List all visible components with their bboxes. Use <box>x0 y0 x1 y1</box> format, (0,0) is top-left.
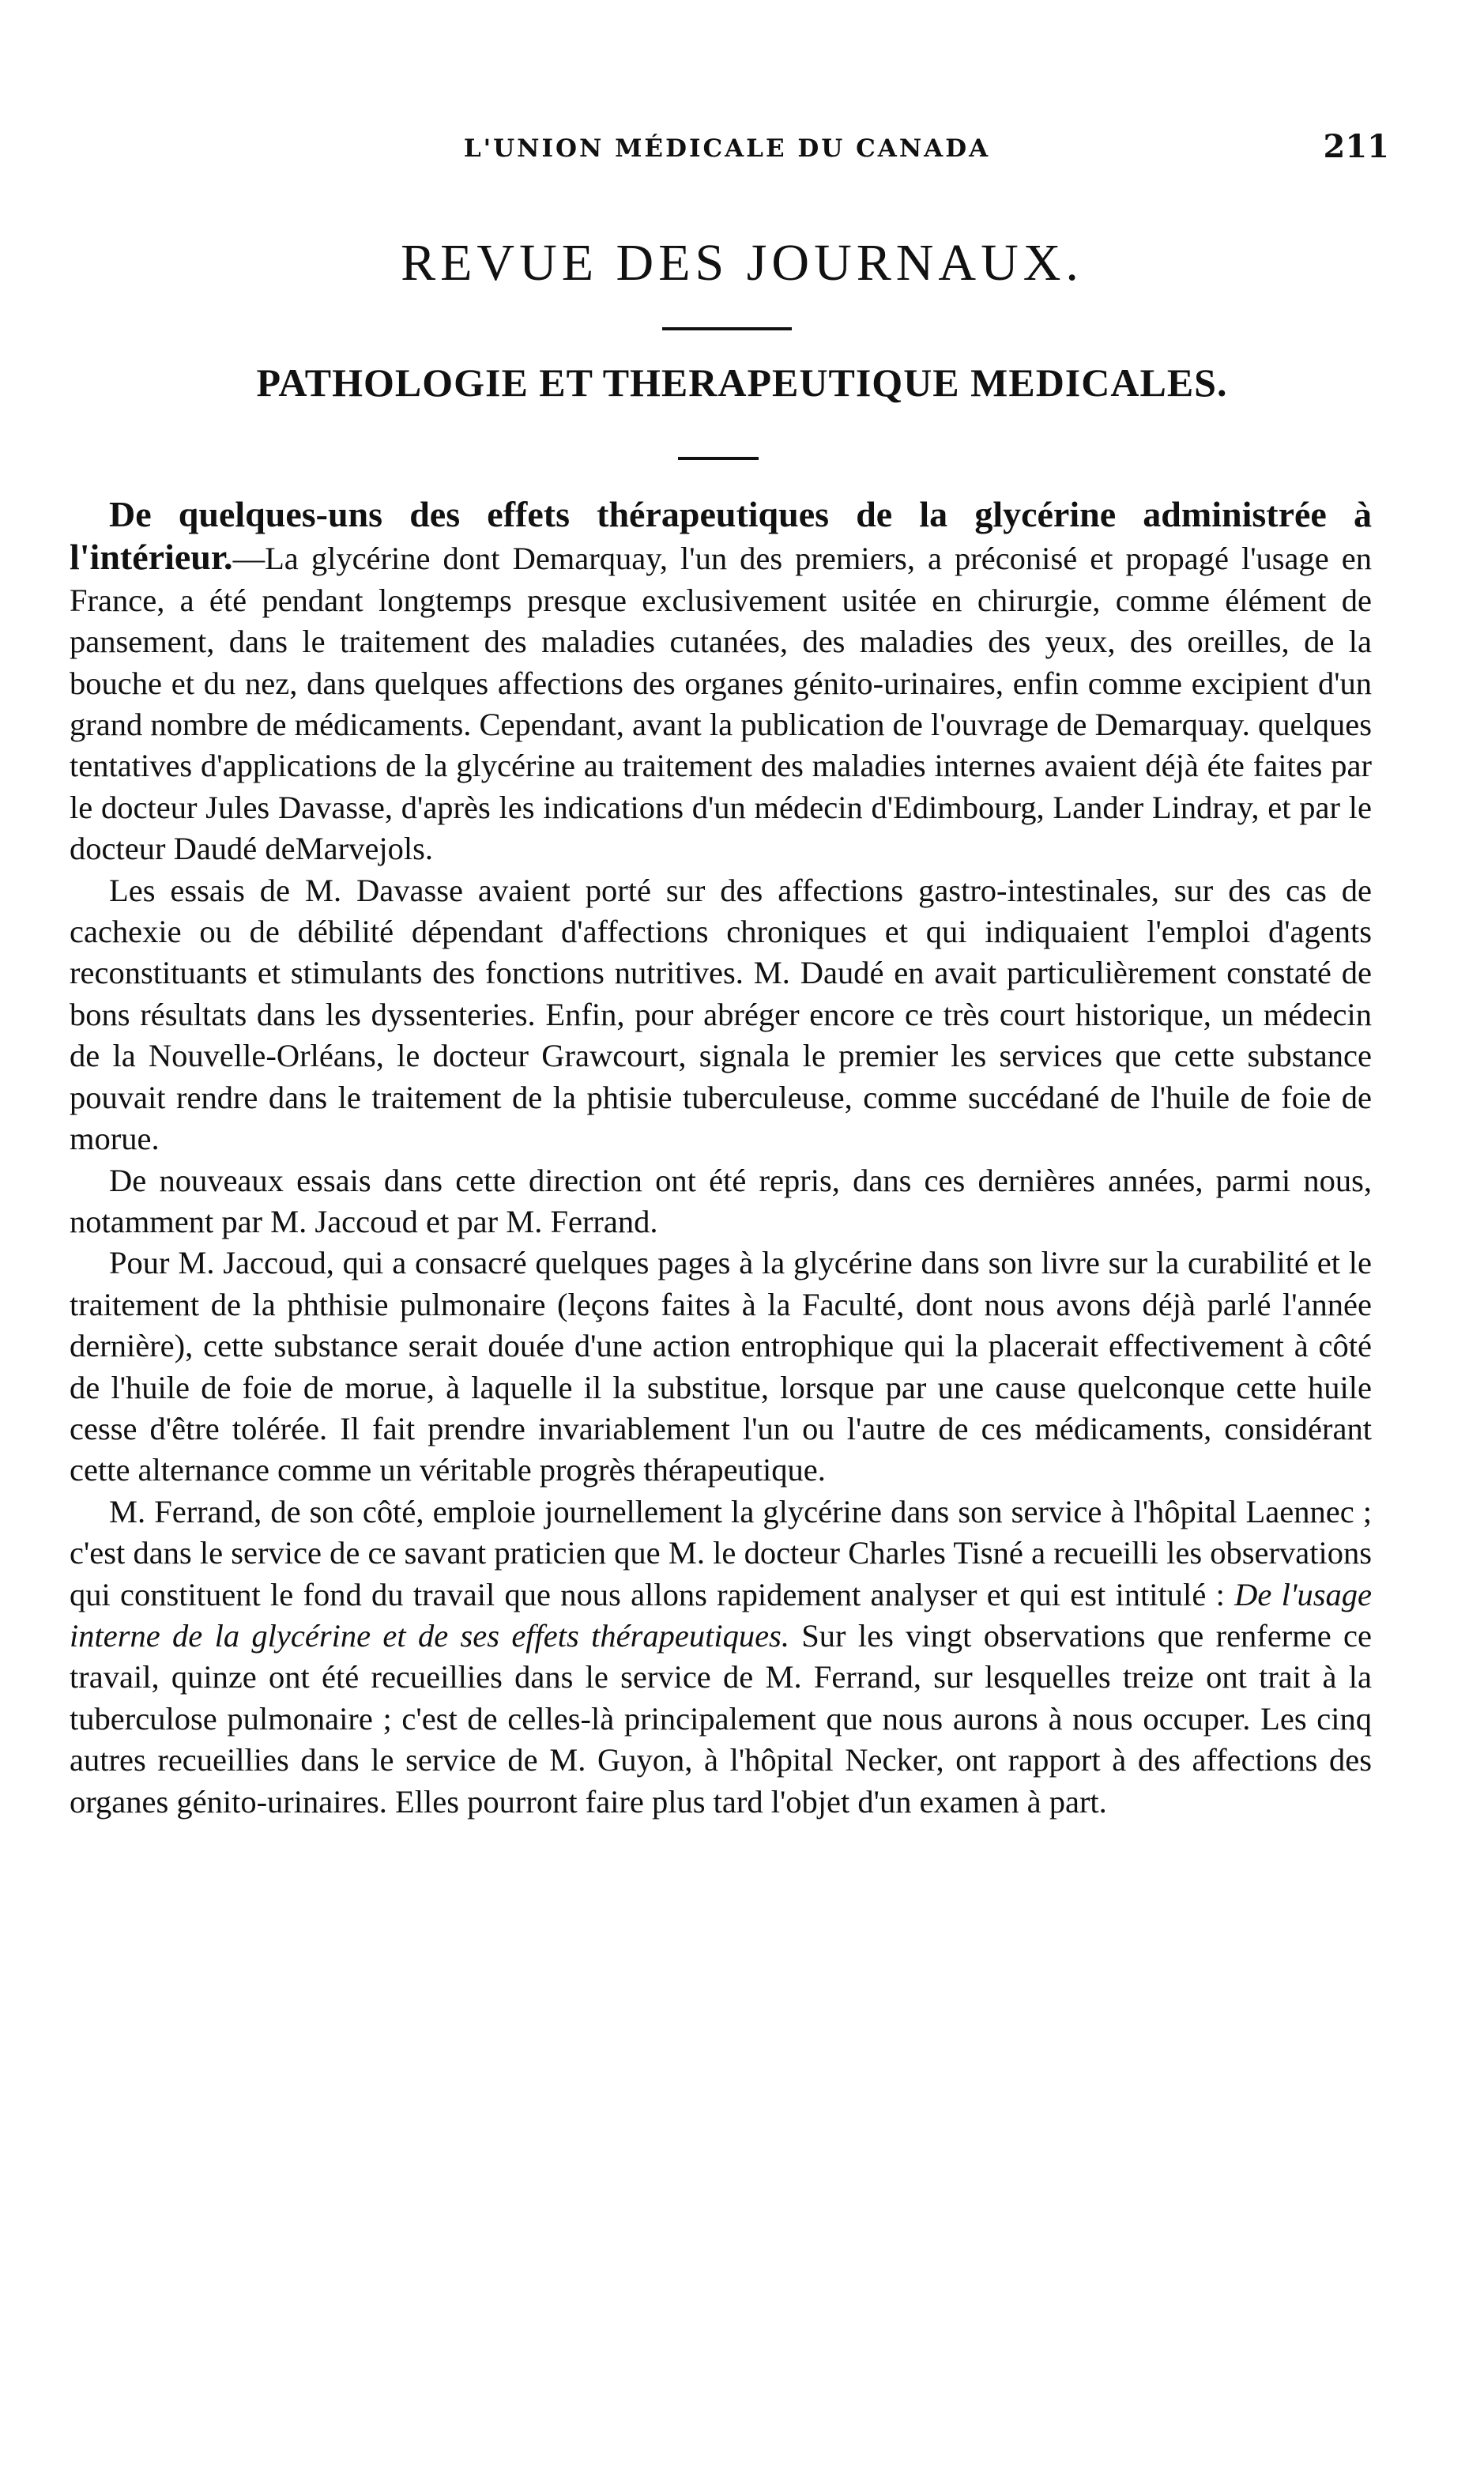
paragraph: Pour M. Jaccoud, qui a consacré quelques pages à la glycérine dans son livre sur la curabilité et le traitement de la phthisie pulmonaire (leçons faites à la Faculté, dont nous avons déjà parlé l'année dernière), cette substance serait douée d'une action entrophique qui la placerait effectivement à côté de l'huile de foie de morue, à laquelle il la substitue, lorsque par une cause quelconque cette huile cesse d'être tolérée. Il fait prendre invariablement l'un ou l'autre de ces médicaments, considérant cette alternance comme un véritable progrès thérapeutique. <box>70 1245 1372 1488</box>
subsection-title: PATHOLOGIE ET THERAPEUTIQUE MEDICALES. <box>256 360 1228 405</box>
article-lead-title: De quelques-uns des effets thérapeutiques de la glycérine administrée à l'intérieur. <box>70 494 1372 578</box>
running-head: L'UNION MÉDICALE DU CANADA <box>463 134 991 163</box>
paragraph-text: Sur les vingt observations que renferme ce travail, quinze ont été recueillies dans le service de M. Ferrand, sur lesquelles treize ont trait à la tuberculose pulmonaire ; c'est de celles-là principalement que nous aurons à nous occuper. Les cinq autres recueillies dans le service de M. Guyon, à l'hôpital Necker, ont rapport à des affections des organes génito-urinaires. Elles pourront faire plus tard l'objet d'un examen à part. <box>70 1617 1372 1820</box>
paragraph <box>70 494 1372 870</box>
paragraph: De nouveaux essais dans cette direction ont été repris, dans ces dernières années, parmi nous, notamment par M. Jaccoud et par M. Ferrand. <box>70 1162 1372 1239</box>
page-number: 211 <box>1323 128 1389 165</box>
paragraph: Les essais de M. Davasse avaient porté sur des affections gastro-intestinales, sur des cas de cachexie ou de débilité dépendant d'affections chroniques et qui indiquaient l'emploi d'agents reconstituants et stimulants des fonctions nutritives. M. Daudé en avait particulièrement constaté de bons résultats dans les dyssenteries. Enfin, pour abréger encore ce très court historique, un médecin de la Nouvelle-Orléans, le docteur Grawcourt, signala le premier les services que cette substance pouvait rendre dans le traitement de la phtisie tuberculeuse, comme succédané de l'huile de foie de morue. <box>70 872 1372 1157</box>
paragraph-text: —La glycérine dont Demarquay, l'un des premiers, a préconisé et propagé l'usage en France, a été pendant longtemps presque exclusivement usitée en chirurgie, comme élément de pansement, dans le traitement des maladies cutanées, des maladies des yeux, des oreilles, de la bouche et du nez, dans quelques affections des organes génito-urinaires, enfin comme excipient d'un grand nombre de médicaments. Cependant, avant la publication de l'ouvrage de Demarquay. quelques tentatives d'applications de la glycérine au traitement des maladies internes avaient déjà éte faites par le docteur Jules Davasse, d'après les indications d'un médecin d'Edimbourg, Lander Lindray, et par le docteur Daudé deMarvejols. <box>70 541 1372 867</box>
article-body <box>70 494 1372 1823</box>
paragraph-text: M. Ferrand, de son côté, emploie journellement la glycérine dans son service à l'hôpital Laennec ; c'est dans le service de ce savant praticien que M. le docteur Charles Tisné a recueilli les observations qui constituent le fond du travail que nous allons rapidement analyser et qui est intitulé : <box>70 1493 1372 1612</box>
section-title: REVUE DES JOURNAUX. <box>401 234 1083 292</box>
paragraph <box>70 1492 1372 1823</box>
cited-work-title: De l'usage interne de la glycérine et de ses effets thérapeutiques. <box>70 1576 1373 1654</box>
divider-rule <box>678 457 759 460</box>
divider-rule <box>662 327 792 330</box>
